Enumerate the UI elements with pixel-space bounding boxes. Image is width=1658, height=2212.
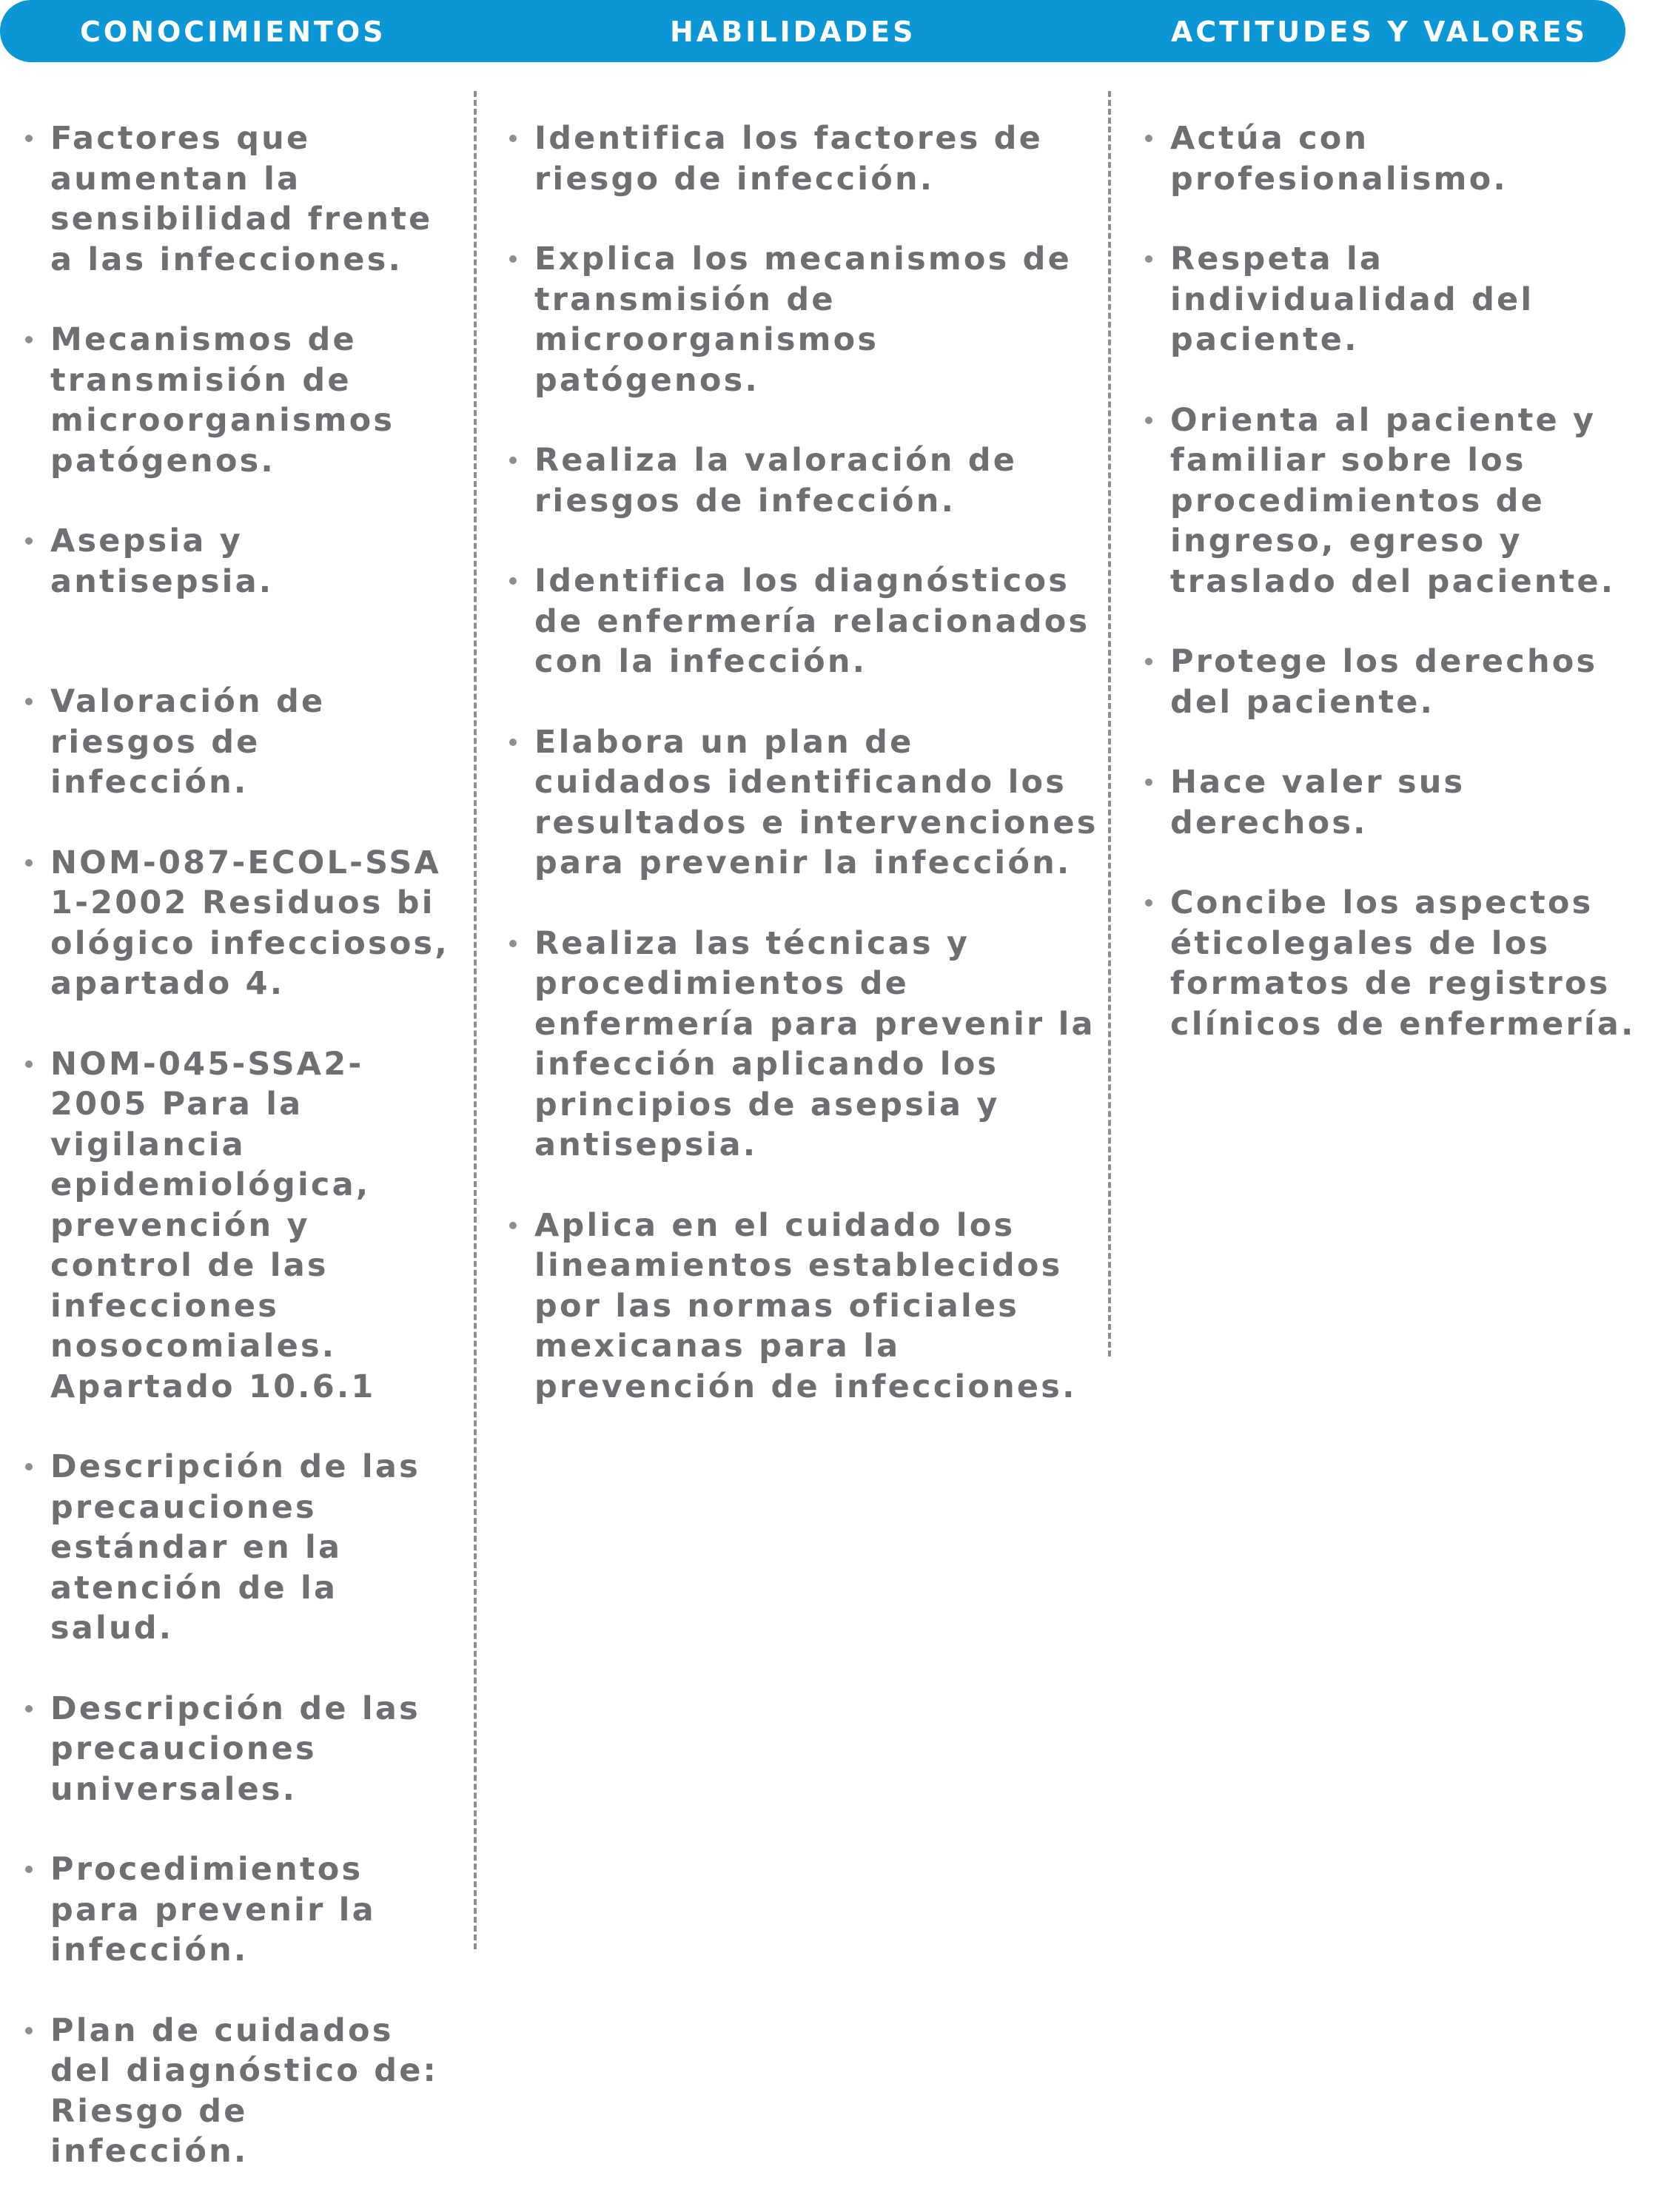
habilidades-list [506, 118, 1098, 1447]
habilidades-item: Aplica en el cuidado los lineamientos establecidos por las normas oficiales mexicanas para la prevención de infecciones. [506, 1206, 1098, 1408]
actitudes-item: Actúa con profesionalismo. [1142, 118, 1653, 199]
habilidades-item: Realiza la valoración de riesgos de infección. [506, 440, 1098, 521]
column-header-bar [0, 0, 1625, 62]
header-conocimientos: CONOCIMIENTOS [80, 16, 386, 48]
conocimientos-list [22, 118, 459, 2212]
actitudes-list [1142, 118, 1653, 1084]
column-divider-2 [1108, 91, 1111, 1357]
habilidades-item: Identifica los factores de riesgo de infección. [506, 118, 1098, 199]
conocimientos-item: Factores que aumentan la sensibilidad frente a las infecciones. [22, 118, 459, 280]
habilidades-item: Realiza las técnicas y procedimientos de enfermería para prevenir la infección aplicando los principios de asepsia y antisepsia. [506, 924, 1098, 1166]
conocimientos-item: Procedimientos para prevenir la infección. [22, 1849, 459, 1971]
actitudes-item: Respeta la individualidad del paciente. [1142, 239, 1653, 360]
conocimientos-item: Asepsia y antisepsia. [22, 521, 459, 602]
conocimientos-item: NOM-045-SSA2-2005 Para la vigilancia epidemiológica, prevención y control de las infecciones nosocomiales. Apartado 10.6.1 [22, 1044, 459, 1408]
actitudes-item: Concibe los aspectos éticolegales de los formatos de registros clínicos de enfermería. [1142, 883, 1653, 1044]
header-actitudes-y-valores: ACTITUDES Y VALORES [1171, 16, 1588, 48]
habilidades-item: Identifica los diagnósticos de enfermería relacionados con la infección. [506, 561, 1098, 682]
habilidades-item: Explica los mecanismos de transmisión de microorganismos patógenos. [506, 239, 1098, 400]
actitudes-item: Protege los derechos del paciente. [1142, 642, 1653, 722]
actitudes-item: Hace valer sus derechos. [1142, 762, 1653, 843]
actitudes-item: Orienta al paciente y familiar sobre los procedimientos de ingreso, egreso y traslado del paciente. [1142, 400, 1653, 602]
conocimientos-item: Descripción de las precauciones universales. [22, 1689, 459, 1810]
conocimientos-item: NOM-087-ECOL-SSA 1-2002 Residuos biológico infecciosos,apartado 4. [22, 843, 459, 1004]
header-habilidades: HABILIDADES [670, 16, 916, 48]
conocimientos-item: Mecanismos de transmisión de microorganismos patógenos. [22, 320, 459, 481]
conocimientos-item: Descripción de las precauciones estándar en la atención de la salud. [22, 1447, 459, 1649]
conocimientos-item: Plan de cuidados del diagnóstico de: Riesgo de infección. [22, 2011, 459, 2172]
conocimientos-item: Valoración de riesgos de infección. [22, 682, 459, 803]
column-divider-1 [474, 91, 477, 1949]
habilidades-item: Elabora un plan de cuidados identificando los resultados e intervenciones para prevenir la infección. [506, 722, 1098, 884]
